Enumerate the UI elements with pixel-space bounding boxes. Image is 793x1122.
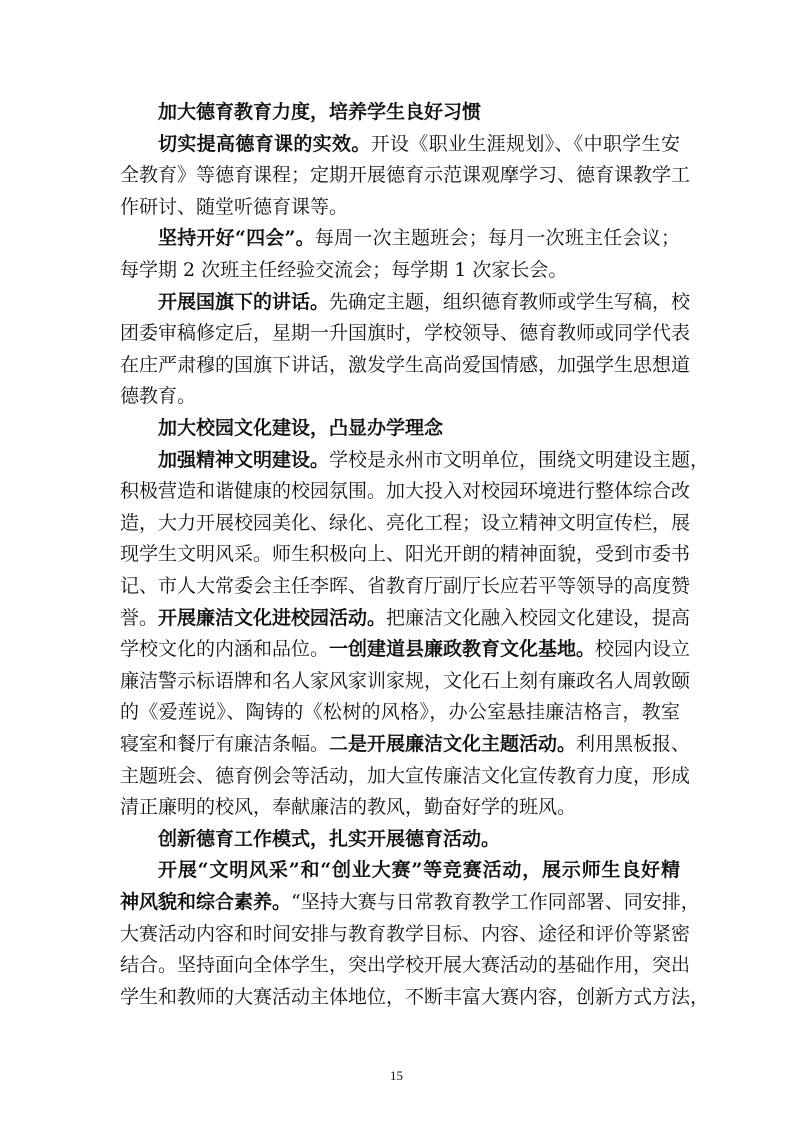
text-line (158, 827, 680, 851)
text-line (120, 985, 710, 1009)
text-line (158, 100, 680, 124)
text-segment: 团委审稿修定后，星期一升国旗时，学校领导、德育教师或同学代表 (120, 322, 691, 344)
text-segment: 造，大力开展校园美化、绿化、亮化工程；设立精神文明宣传栏，展 (120, 512, 691, 534)
text-line (120, 606, 691, 630)
text-segment: 学生和教师的大赛活动主体地位，不断丰富大赛内容，创新方式方法， (120, 986, 710, 1008)
text-segment: 记、市人大常委会主任李晖、省教育厅副厅长应若平等领导的高度赞 (120, 575, 691, 597)
text-segment: 廉洁警示标语牌和名人家风家训家规，文化石上刻有廉政名人周敦颐 (120, 670, 691, 692)
text-line (120, 479, 691, 503)
text-line (158, 448, 710, 472)
text-line (120, 163, 691, 187)
text-line (120, 732, 691, 756)
text-line (120, 384, 680, 408)
text-line (120, 258, 680, 282)
text-line (120, 764, 691, 788)
bold-text-segment: 开展廉洁文化进校园活动。 (158, 607, 387, 629)
bold-text-segment: 创新德育工作模式，扎实开展德育活动。 (158, 828, 501, 850)
text-segment: 结合。坚持面向全体学生，突出学校开展大赛活动的基础作用，突出 (120, 954, 691, 976)
text-line (120, 574, 691, 598)
text-segment: 每周一次主题班会；每月一次班主任会议； (314, 227, 680, 249)
text-segment: 开设《职业生涯规划》、《中职学生安 (370, 133, 680, 155)
bold-text-segment: 加大德育教育力度，培养学生良好习惯 (158, 101, 482, 123)
text-line (158, 132, 680, 156)
text-line (120, 922, 691, 946)
bold-text-segment: 神风貌和综合素养。 (120, 891, 292, 913)
text-line (120, 669, 691, 693)
text-segment: 学校是永州市文明单位，围绕文明建设主题， (329, 449, 710, 471)
bold-text-segment: 坚持开好“四会”。 (158, 227, 315, 249)
text-line (120, 353, 691, 377)
text-segment: 学校文化的内涵和品位。 (120, 638, 330, 660)
text-line (158, 858, 680, 882)
page-number: 15 (390, 1068, 403, 1083)
text-segment: 寝室和餐厅有廉洁条幅。 (120, 733, 330, 755)
text-line (120, 700, 680, 724)
text-segment: 校园内设立 (595, 638, 691, 660)
text-line (120, 795, 680, 819)
text-segment: 现学生文明风采。师生积极向上、阳光开朗的精神面貌，受到市委书 (120, 543, 691, 565)
text-segment: 的《爱莲说》、陶铸的《松树的风格》，办公室悬挂廉洁格言，教室 (120, 701, 680, 723)
text-segment: “坚持大赛与日常教育教学工作同部署、同安排， (291, 891, 700, 913)
text-segment: 主题班会、德育例会等活动，加大宣传廉洁文化宣传教育力度，形成 (120, 765, 691, 787)
text-line (120, 511, 691, 535)
text-line (158, 416, 680, 440)
text-segment: 誉。 (120, 607, 159, 629)
text-segment: 先确定主题，组织德育教师或学生写稿，校 (329, 291, 691, 313)
text-line (158, 290, 691, 314)
text-line (120, 195, 680, 219)
text-segment: 在庄严肃穆的国旗下讲话，激发学生高尚爱国情感，加强学生思想道 (120, 354, 691, 376)
text-segment: 大赛活动内容和时间安排与教育教学目标、内容、途径和评价等紧密 (120, 923, 691, 945)
text-segment: 作研讨、随堂听德育课等。 (120, 196, 349, 218)
text-segment: 利用黑板报、 (576, 733, 691, 755)
text-line (120, 890, 700, 914)
text-segment: 每学期 2 次班主任经验交流会；每学期 1 次家长会。 (120, 259, 568, 281)
text-segment: 德教育。 (120, 385, 197, 407)
bold-text-segment: 加强精神文明建设。 (158, 449, 330, 471)
text-line (158, 226, 680, 250)
bold-text-segment: 二是开展廉洁文化主题活动。 (329, 733, 577, 755)
text-line (120, 321, 691, 345)
text-segment: 把廉洁文化融入校园文化建设，提高 (386, 607, 691, 629)
bold-text-segment: 一创建道县廉政教育文化基地。 (329, 638, 596, 660)
text-line (120, 637, 691, 661)
bold-text-segment: 开展“文明风采”和“创业大赛”等竞赛活动，展示师生良好精 (158, 859, 680, 881)
bold-text-segment: 切实提高德育课的实效。 (158, 133, 371, 155)
text-segment: 全教育》等德育课程；定期开展德育示范课观摩学习、德育课教学工 (120, 164, 691, 186)
bold-text-segment: 开展国旗下的讲话。 (158, 291, 330, 313)
text-line (120, 953, 691, 977)
text-line (120, 542, 691, 566)
text-segment: 积极营造和谐健康的校园氛围。加大投入对校园环境进行整体综合改 (120, 480, 691, 502)
bold-text-segment: 加大校园文化建设，凸显办学理念 (158, 417, 444, 439)
text-segment: 清正廉明的校风，奉献廉洁的教风，勤奋好学的班风。 (120, 796, 577, 818)
